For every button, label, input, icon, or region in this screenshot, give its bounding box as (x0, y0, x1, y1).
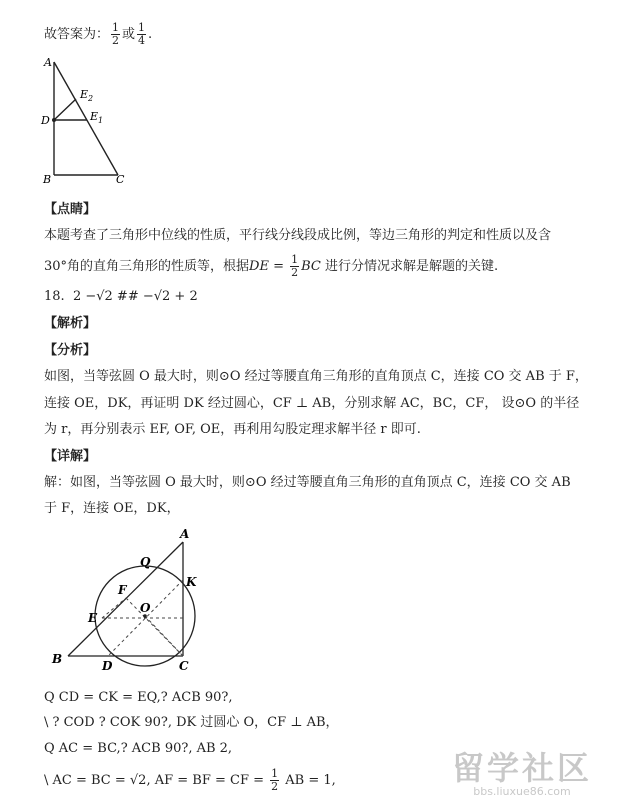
fenxi-line-2: 连接 OE，DK，再证明 DK 经过圆心，CF ⊥ AB，分别求解 AC，BC，CF， 设⊙O 的半径 (44, 396, 580, 411)
fenxi-line-3: 为 r，再分别表示 EF, OF, OE，再利用勾股定理求解半径 r 即可. (44, 422, 421, 437)
detail-heading: 【详解】 (44, 449, 97, 464)
comment-heading: 【点睛】 (44, 202, 97, 217)
watermark-url: bbs.liuxue86.com (473, 785, 571, 798)
label-b: B (43, 173, 52, 186)
comment-line-2: 30°角的直角三角形的性质等，根据DE = $\frac{1}{2}$ BC 进行分情况求解是解题的关键. (44, 253, 499, 279)
label-c-2: C (179, 659, 189, 673)
label-q: Q (140, 555, 151, 569)
label-d-2: D (102, 659, 113, 673)
proof-line-3: Q AC = BC,? ACB 90?, AB 2, (44, 741, 233, 756)
label-f: F (118, 583, 127, 597)
fenxi-heading: 【分析】 (44, 343, 97, 358)
detail-line-2: 于 F，连接 OE，DK， (44, 501, 180, 516)
label-e: E (88, 611, 98, 625)
label-c: C (116, 173, 125, 186)
label-e1: $E_1$ (90, 110, 104, 125)
proof-line-2: \ ? COD ? COK 90?, DK 过圆心 O，CF ⊥ AB， (44, 715, 339, 730)
dash-ef (102, 598, 126, 618)
label-e2: $E_2$ (80, 88, 94, 103)
watermark-main: 留学社区 (451, 749, 592, 787)
fenxi-line-1: 如图，当等弦圆 O 最大时，则⊙O 经过等腰直角三角形的直角顶点 C，连接 CO 交 AB 于 F， (44, 369, 588, 384)
label-a: A (44, 56, 52, 69)
answer-suffix: . (148, 27, 153, 42)
proof-line-1: Q CD = CK = EQ,? ACB 90?, (44, 690, 233, 705)
label-b-2: B (52, 652, 63, 666)
question-number: 18. (44, 289, 65, 304)
fraction-one-half-ab: $\frac{1}{2}$ (271, 767, 279, 793)
label-k: K (186, 575, 197, 589)
fraction-one-half: $\frac{1}{2}$ (112, 21, 120, 47)
question-answer: 2 −√2 ## −√2 + 2 (72, 289, 198, 304)
label-d: D (41, 114, 50, 127)
label-a-2: A (180, 527, 190, 541)
fraction-one-half-de: $\frac{1}{2}$ (291, 253, 299, 279)
comment-line-1: 本题考查了三角形中位线的性质，平行线分线段成比例，等边三角形的判定和性质以及含 (44, 228, 552, 243)
fraction-one-quarter: $\frac{1}{4}$ (138, 21, 146, 47)
label-o: O (140, 601, 151, 615)
analysis-heading: 【解析】 (44, 316, 97, 331)
watermark-logo (437, 751, 607, 803)
answer-connector: 或 (122, 27, 136, 42)
answer-prefix: 故答案为： (44, 27, 110, 42)
proof-line-4: \ AC = BC = √2, AF = BF = CF = $\frac{1}{2}$ AB = 1, (44, 767, 336, 793)
detail-line-1: 解：如图，当等弦圆 O 最大时，则⊙O 经过等腰直角三角形的直角顶点 C，连接 CO 交 AB (44, 475, 571, 490)
